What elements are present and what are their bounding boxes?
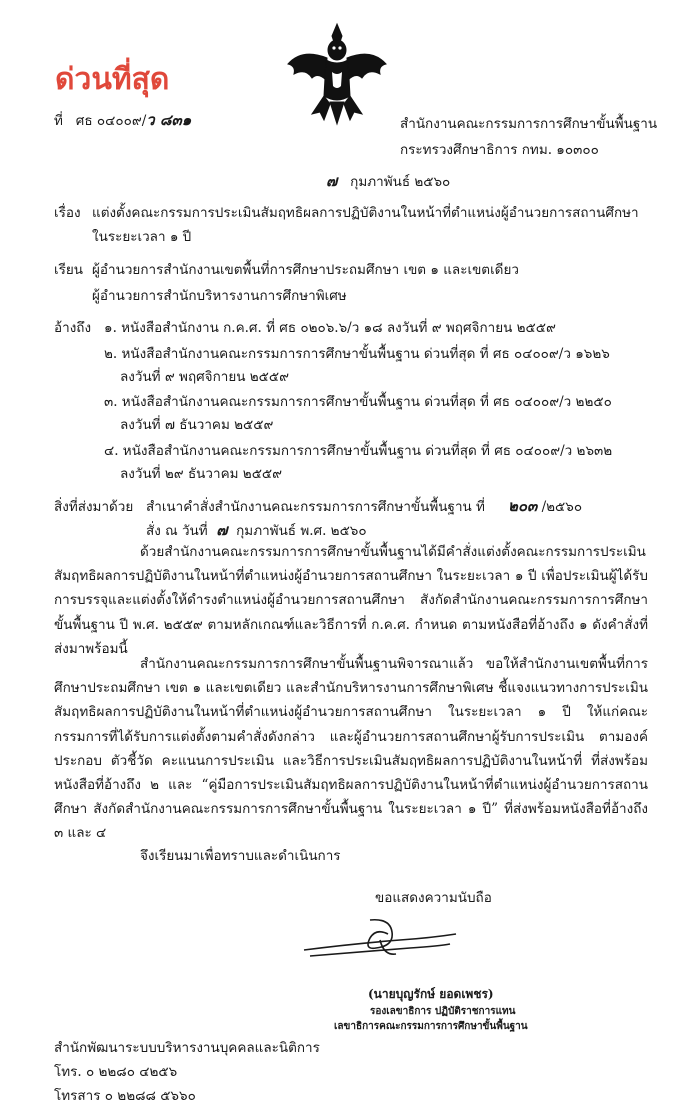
signer-name: (นายบุญรักษ์ ยอดเพชร) (368, 987, 494, 1001)
urgency-stamp: ด่วนที่สุด (55, 62, 170, 97)
sender-line-1: สำนักงานคณะกรรมการการศึกษาขั้นพื้นฐาน (400, 116, 658, 132)
fax-number: โทรสาร ๐ ๒๒๘๘ ๕๖๖๐ (54, 1088, 196, 1104)
para2-text: สำนักงานคณะกรรมการการศึกษาขั้นพื้นฐานพิจารณาแล้ว ขอให้สำนักงานเขตพื้นที่การศึกษาประถมศึกษา เขต ๑ และเขตเดียว และสำนักบริหารงานการศึกษาพิเศษ ชี้แจงแนวทางการประเมินสัมฤทธิผลการปฏิบัติงานในหน้าที่ตำแหน่งผู้อำนวยการสถานศึกษา ในระยะเวลา ๑ ปี ให้แก่คณะกรรมการที่ได้รับการแต่งตั้งตามคำสั่งดังกล่าว และผู้อำนวยการสถานศึกษาผู้รับการประเมิน ตามองค์ประกอบ ตัวชี้วัด คะแนนการประเมิน และวิธีการประเมินสัมฤทธิผลการปฏิบัติงานในหน้าที่ ที่ส่งพร้อมหนังสือที่อ้างถึง ๒ และ “คู่มือการประเมินสัมฤทธิผลการปฏิบัติงานในหน้าที่ตำแหน่งผู้อำนวยการสถานศึกษา สังกัดสำนักงานคณะกรรมการการศึกษาขั้นพื้นฐาน ในระยะเวลา ๑ ปี” ที่ส่งพร้อมหนังสือที่อ้างถึง ๓ และ ๔ (54, 656, 648, 842)
garuda-emblem-icon (282, 20, 392, 130)
ref-item: ๒. หนังสือสำนักงานคณะกรรมการการศึกษาขั้นพื้นฐาน ด่วนที่สุด ที่ ศธ ๐๔๐๐๙/ว ๑๖๒๖ (104, 346, 610, 362)
enclosure-date-rest: กุมภาพันธ์ พ.ศ. ๒๕๖๐ (236, 523, 367, 539)
enclosure-year: /๒๕๖๐ (541, 499, 583, 515)
subject-label: เรื่อง (54, 205, 81, 221)
subject-line-1: แต่งตั้งคณะกรรมการประเมินสัมฤทธิผลการปฏิบัติงานในหน้าที่ตำแหน่งผู้อำนวยการสถานศึกษา (92, 205, 639, 221)
office-name: สำนักพัฒนาระบบบริหารงานบุคคลและนิติการ (54, 1040, 320, 1056)
enclosure-handwritten: ๒๐๓ (508, 497, 538, 515)
enclosure-date-prefix: สั่ง ณ วันที่ (146, 523, 208, 539)
enclosure-line-1: สำเนาคำสั่งสำนักงานคณะกรรมการการศึกษาขั้นพื้นฐาน ที่ (146, 499, 485, 515)
ref-org: ศธ ๐๔๐๐๙/ (75, 113, 147, 129)
date-rest: กุมภาพันธ์ ๒๕๖๐ (350, 174, 451, 190)
reference-number (54, 112, 191, 130)
date-day: ๗ (326, 172, 338, 190)
ref-item: ลงวันที่ ๙ พฤศจิกายน ๒๕๕๙ (120, 369, 290, 385)
enclosure-line-2 (146, 522, 367, 540)
enclosure-number (508, 498, 582, 516)
to-label: เรียน (54, 262, 84, 278)
para1-text: ด้วยสำนักงานคณะกรรมการการศึกษาขั้นพื้นฐานได้มีคำสั่งแต่งตั้งคณะกรรมการประเมินสัมฤทธิผลการปฏิบัติงานในหน้าที่ตำแหน่งผู้อำนวยการสถานศึกษา ในระยะเวลา ๑ ปี เพื่อประเมินผู้ได้รับการบรรจุและแต่งตั้งให้ดำรงตำแหน่งผู้อำนวยการสถานศึกษา สังกัดสำนักงานคณะกรรมการการศึกษาขั้นพื้นฐาน ปี พ.ศ. ๒๕๕๙ ตามหลักเกณฑ์และวิธีการที่ ก.ค.ศ. กำหนด ตามหนังสือที่อ้างถึง ๑ ดังคำสั่งที่ส่งมาพร้อมนี้ (54, 544, 648, 657)
ref-item: ๑. หนังสือสำนักงาน ก.ค.ศ. ที่ ศธ ๐๒๐๖.๖/ว ๑๘ ลงวันที่ ๙ พฤศจิกายน ๒๕๕๙ (104, 320, 556, 336)
closing-request: จึงเรียนมาเพื่อทราบและดำเนินการ (140, 848, 341, 864)
signer-title-2: เลขาธิการคณะกรรมการการศึกษาขั้นพื้นฐาน (334, 1021, 528, 1032)
enclosure-label: สิ่งที่ส่งมาด้วย (54, 499, 134, 515)
body-paragraph-2 (54, 652, 648, 846)
body-paragraph-1 (54, 540, 648, 661)
ref-item: ลงวันที่ ๗ ธันวาคม ๒๕๕๙ (120, 417, 274, 433)
ref-handwritten: ว ๘๓๑ (146, 111, 192, 129)
refs-label: อ้างถึง (54, 320, 92, 336)
enclosure-day-handwritten: ๗ (216, 521, 228, 539)
phone-number: โทร. ๐ ๒๒๘๐ ๔๒๕๖ (54, 1064, 178, 1080)
subject-line-2: ในระยะเวลา ๑ ปี (92, 229, 192, 245)
closing: ขอแสดงความนับถือ (375, 890, 492, 906)
ref-item: ลงวันที่ ๒๙ ธันวาคม ๒๕๕๙ (120, 466, 283, 482)
letter-date (326, 173, 450, 191)
sender-line-2: กระทรวงศึกษาธิการ กทม. ๑๐๓๐๐ (400, 142, 599, 158)
to-line-2: ผู้อำนวยการสำนักบริหารงานการศึกษาพิเศษ (92, 288, 347, 304)
to-line-1: ผู้อำนวยการสำนักงานเขตพื้นที่การศึกษาประถมศึกษา เขต ๑ และเขตเดียว (92, 262, 519, 278)
ref-item: ๓. หนังสือสำนักงานคณะกรรมการการศึกษาขั้นพื้นฐาน ด่วนที่สุด ที่ ศธ ๐๔๐๐๙/ว ๒๒๕๐ (104, 394, 612, 410)
signature-icon (300, 910, 460, 970)
ref-prefix: ที่ (54, 113, 63, 129)
ref-item: ๔. หนังสือสำนักงานคณะกรรมการการศึกษาขั้นพื้นฐาน ด่วนที่สุด ที่ ศธ ๐๔๐๐๙/ว ๒๖๓๒ (104, 443, 613, 459)
signer-title-1: รองเลขาธิการ ปฏิบัติราชการแทน (370, 1006, 516, 1017)
